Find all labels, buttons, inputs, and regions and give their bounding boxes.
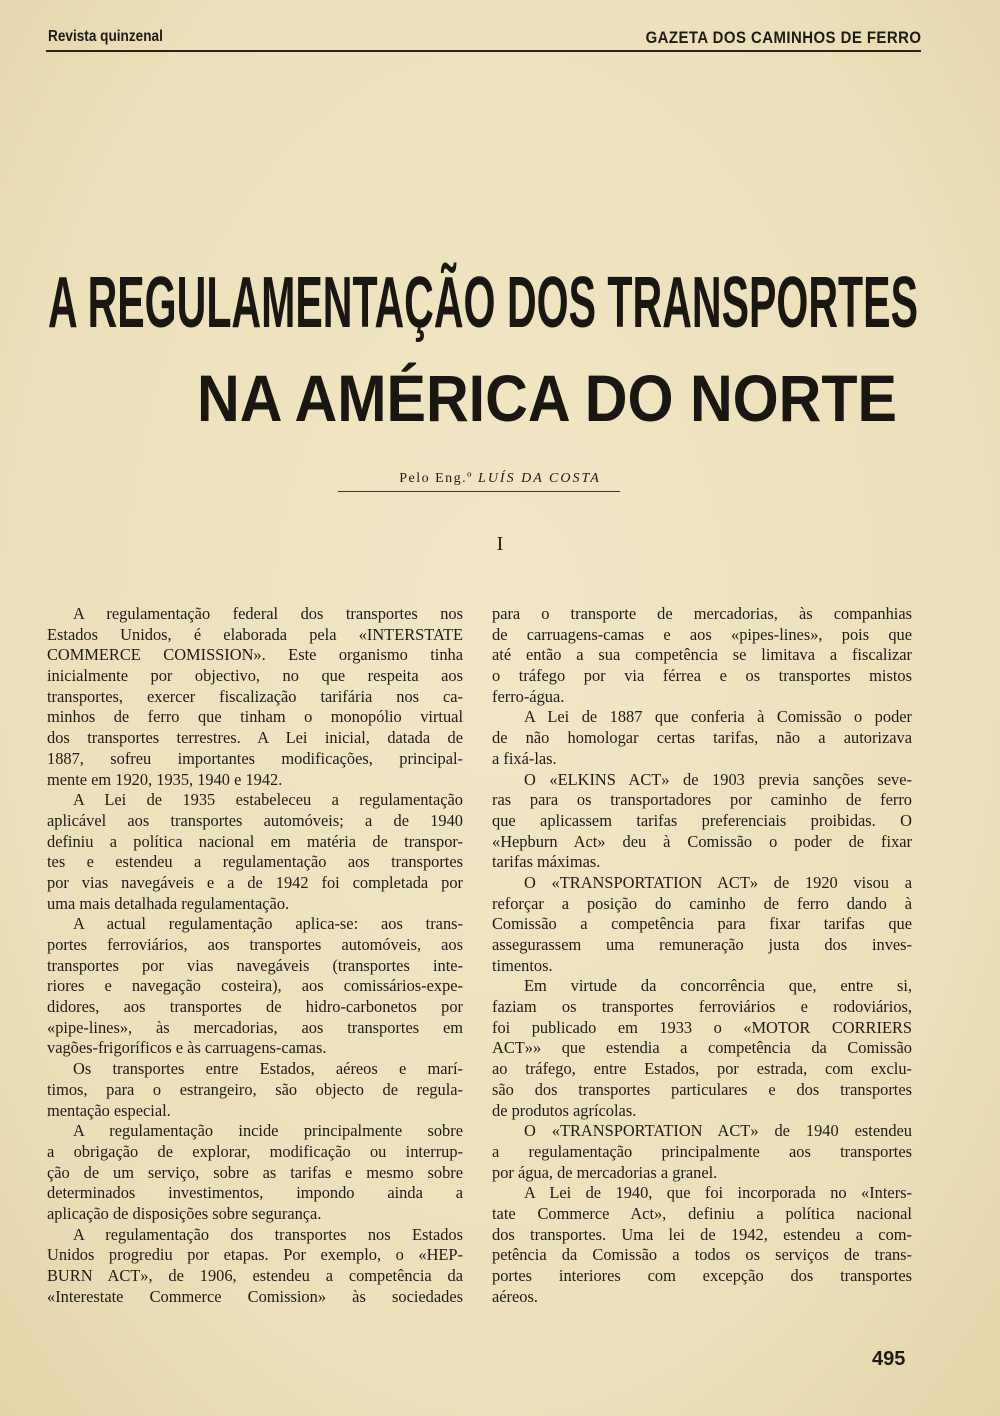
text-line: uma mais detalhada regulamentação. <box>47 893 290 913</box>
paragraph <box>492 770 912 873</box>
text-line: a obrigação de explorar, modificação ou interrup- <box>47 1141 463 1161</box>
text-line: ferro-água. <box>492 686 565 706</box>
text-line: de carruagens-camas e aos «pipes-lines», pois que <box>492 624 912 644</box>
text-line: BURN ACT», de 1906, estendeu a competência da <box>47 1266 463 1285</box>
text-line: de produtos agrícolas. <box>492 1100 637 1120</box>
text-line: o tráfego por via férrea e os transportes mistos <box>492 666 912 686</box>
paragraph <box>47 790 463 914</box>
text-line: portes interiores com excepção dos transportes <box>492 1266 912 1285</box>
paragraph <box>47 1121 463 1224</box>
text-line: transportes por vias navegáveis (transportes inte- <box>47 955 463 975</box>
text-line: dos transportes terrestres. A Lei inicial, datada de <box>47 728 463 748</box>
paragraph <box>492 707 912 769</box>
paragraph <box>492 604 912 707</box>
byline-prefix: Pelo Eng.º <box>399 471 474 486</box>
byline <box>0 471 1000 487</box>
text-line: O «TRANSPORTATION ACT» de 1940 estendeu <box>524 1121 912 1141</box>
paragraph <box>47 604 463 790</box>
text-line: A regulamentação dos transportes nos Estados <box>73 1224 463 1244</box>
running-header <box>46 28 921 52</box>
text-line: por água, de mercadorias a granel. <box>492 1162 718 1182</box>
text-line: tarifas máximas. <box>492 852 601 872</box>
header-journal-title: GAZETA DOS CAMINHOS DE FERRO <box>645 28 921 47</box>
text-line: ras para os transportadores por caminho de ferro <box>492 790 912 810</box>
section-number: I <box>496 533 504 555</box>
text-line: aplicável aos transportes automóveis; a de 1940 <box>47 810 463 830</box>
text-line: Os transportes entre Estados, aéreos e marí- <box>73 1059 463 1079</box>
paragraph <box>492 976 912 1121</box>
text-line: Unidos progrediu por etapas. Por exemplo, o «HEP- <box>47 1245 463 1265</box>
text-line: a fixá-las. <box>492 748 557 768</box>
paragraph <box>47 1225 463 1308</box>
paragraph <box>47 914 463 1059</box>
text-line: dos transportes. Uma lei de 1942, estendeu a com- <box>492 1224 912 1244</box>
text-line: A Lei de 1935 estabeleceu a regulamentação <box>73 790 463 810</box>
text-line: riores e navegação costeira), aos comissários-expe- <box>47 976 463 996</box>
text-line: até então a sua competência se limitava a fiscalizar <box>492 645 912 665</box>
text-line: O «ELKINS ACT» de 1903 previa sanções seve- <box>524 769 912 789</box>
text-line: timentos. <box>492 955 553 975</box>
text-line: determinados investimentos, impondo ainda a <box>47 1183 463 1203</box>
paragraph <box>492 1183 912 1307</box>
text-line: faziam os transportes ferroviários e rodoviários, <box>492 997 912 1017</box>
text-line: A Lei de 1887 que conferia à Comissão o poder <box>524 707 912 727</box>
text-line: mente em 1920, 1935, 1940 e 1942. <box>47 769 283 789</box>
page-number: 495 <box>872 1348 906 1370</box>
text-line: «Hepburn Act» deu à Comissão o poder de fixar <box>492 831 912 851</box>
text-line: inicialmente por objectivo, no que respeita aos <box>47 666 463 686</box>
text-line: foi publicado em 1933 o «MOTOR CORRIERS <box>492 1017 912 1037</box>
text-line: transportes, exercer fiscalização tarifária nos ca- <box>47 686 463 706</box>
text-line: ao tráfego, entre Estados, por estrada, com exclu- <box>492 1059 912 1079</box>
text-line: a regulamentação principalmente aos transportes <box>492 1141 912 1161</box>
text-line: timos, para o estrangeiro, são objecto de regula- <box>47 1079 463 1099</box>
text-line: são dos transportes particulares e dos transportes <box>492 1079 912 1099</box>
text-line: ACT»» que estendia a competência da Comissão <box>492 1038 912 1058</box>
text-line: por vias navegáveis e a de 1942 foi completada por <box>47 872 463 892</box>
paragraph <box>492 873 912 976</box>
text-line: didores, aos transportes de hidro-carbonetos por <box>47 997 463 1017</box>
text-line: assegurassem uma remuneração justa dos inves- <box>492 935 912 954</box>
text-line: portes ferroviários, aos transportes automóveis, aos <box>47 935 463 954</box>
text-line: de não homologar certas tarifas, não a autorizava <box>492 728 912 748</box>
text-line: A regulamentação federal dos transportes nos <box>73 604 463 623</box>
article-title-line-2: NA AMÉRICA DO NORTE <box>197 361 897 435</box>
text-line: Em virtude da concorrência que, entre si, <box>524 976 912 996</box>
text-line: para o transporte de mercadorias, às companhias <box>492 604 912 623</box>
byline-author: LUÍS DA COSTA <box>478 471 601 486</box>
article-title-line-1: A REGULAMENTAÇÃO DOS TRANSPORTES <box>48 263 918 343</box>
text-line: definiu a política nacional em matéria de transpor- <box>47 831 463 851</box>
text-line: A actual regulamentação aplica-se: aos trans- <box>73 914 463 934</box>
text-line: minhos de ferro que tinham o monopólio virtual <box>47 707 463 727</box>
text-line: A regulamentação incide principalmente sobre <box>73 1121 463 1141</box>
text-line: reforçar a posição do caminho de ferro dando à <box>492 893 912 913</box>
text-line: Estados Unidos, é elaborada pela «INTERSTATE <box>47 624 463 644</box>
text-line: tes e estendeu a regulamentação aos transportes <box>47 852 463 872</box>
text-line: O «TRANSPORTATION ACT» de 1920 visou a <box>524 872 912 892</box>
text-line: COMMERCE COMISSION». Este organismo tinha <box>47 645 463 665</box>
text-line: Comissão a competência para fixar tarifas que <box>492 914 912 934</box>
text-line: que aplicassem tarifas preferenciais proibidas. O <box>492 810 912 830</box>
text-line: «Interestate Commerce Comission» às sociedades <box>47 1286 463 1306</box>
text-line: ção de um serviço, sobre as tarifas e mesmo sobre <box>47 1162 463 1182</box>
paragraph <box>492 1121 912 1183</box>
text-line: A Lei de 1940, que foi incorporada no «Inters- <box>524 1183 912 1203</box>
header-publication-frequency: Revista quinzenal <box>48 28 163 45</box>
text-column-right <box>492 604 912 1307</box>
text-line: petência da Comissão a todos os serviços de trans- <box>492 1245 912 1265</box>
text-line: 1887, sofreu importantes modificações, principal- <box>47 748 463 768</box>
text-line: mentação especial. <box>47 1100 171 1120</box>
text-column-left <box>47 604 463 1307</box>
text-line: aplicação de disposições sobre segurança. <box>47 1203 322 1223</box>
text-line: vagões-frigoríficos e às carruagens-camas. <box>47 1038 327 1058</box>
byline-underline <box>338 491 620 492</box>
text-line: tate Commerce Act», definiu a política nacional <box>492 1203 912 1223</box>
paragraph <box>47 1059 463 1121</box>
text-line: «pipe-lines», às mercadorias, aos transportes em <box>47 1017 463 1037</box>
text-line: aéreos. <box>492 1286 538 1306</box>
